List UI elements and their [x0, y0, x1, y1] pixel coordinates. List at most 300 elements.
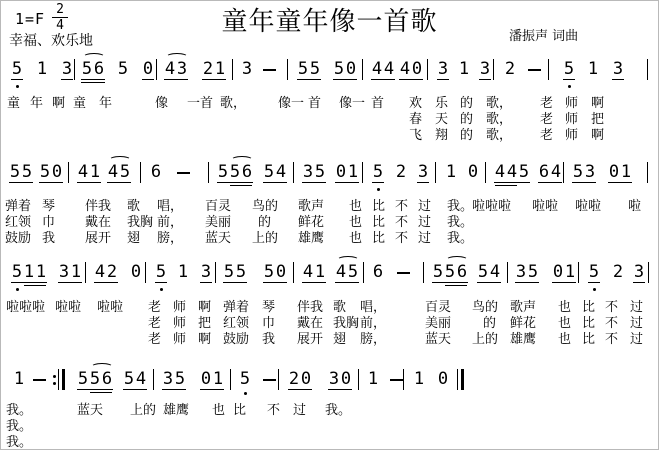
lyric-syllable: 老 [540, 112, 554, 127]
note-digit: 5 [477, 262, 489, 282]
lyric-syllable: 飞 [409, 128, 423, 143]
lyric-syllable: 的 [460, 96, 474, 111]
lyric-syllable: 也 [349, 231, 363, 246]
beam-underline [302, 282, 326, 283]
beam-underline [217, 182, 253, 183]
note-digit: 0 [51, 162, 63, 182]
octave-dot-low [244, 392, 247, 395]
note-digit: 0 [275, 262, 287, 282]
lyric-syllable: 巾 [42, 215, 56, 230]
tie-arc [83, 53, 105, 61]
note-group [263, 264, 287, 281]
lyric-syllable: 上的 [472, 332, 499, 347]
note-digit: 4 [107, 162, 119, 182]
lyric-syllable: 我胸 [333, 316, 360, 331]
lyric-syllable: 师 [565, 96, 579, 111]
note-digit: 5 [372, 162, 384, 182]
lyric-syllable: 啦啦 [55, 300, 82, 315]
octave-dot-low [16, 288, 19, 291]
note-digit: 0 [200, 369, 212, 389]
lyric-syllable: 过 [418, 231, 432, 246]
note-digit: 5 [527, 262, 539, 282]
lyric-syllable: 欢 [409, 96, 423, 111]
beam-underline [633, 282, 645, 283]
lyric-syllable: 的 [460, 112, 474, 127]
lyric-syllable: 过 [418, 199, 432, 214]
lyric-syllable: 过 [293, 403, 307, 418]
lyric-syllable: 老 [148, 332, 162, 347]
note-digit: 0 [437, 369, 449, 389]
duration-dash [528, 69, 541, 71]
note-digit: 3 [479, 59, 491, 79]
lyric-syllable: 鲜花 [298, 215, 325, 230]
note-group [239, 371, 251, 388]
note-digit: 5 [263, 162, 275, 182]
lyric-syllable: 翅 [127, 231, 141, 246]
beam-underline [94, 282, 118, 283]
lyric-syllable: 的 [460, 128, 474, 143]
tie-arc [109, 156, 131, 164]
note-digit: 6 [372, 262, 384, 282]
barline [647, 59, 648, 80]
lyric-syllable: 把 [198, 316, 212, 331]
note-digit: 1 [13, 369, 25, 389]
note-group [302, 164, 326, 181]
note-digit: 4 [489, 262, 501, 282]
repeat-dot [53, 382, 56, 385]
octave-dot-low [568, 85, 571, 88]
note-digit: 5 [229, 162, 241, 182]
beam-underline [263, 282, 287, 283]
lyric-syllable: 啊 [198, 332, 212, 347]
note-digit: 4 [494, 162, 506, 182]
barline-thick [62, 369, 65, 390]
note-group [94, 264, 118, 281]
lyric-syllable: 不 [605, 332, 619, 347]
note-digit: 4 [383, 59, 395, 79]
expression-marking: 幸福、欢乐地 [9, 33, 93, 49]
note-digit: 5 [155, 262, 167, 282]
lyric-syllable: 唱， [360, 300, 387, 315]
lyric-syllable: 歌， [220, 96, 247, 111]
note-group [142, 61, 154, 78]
barline [507, 262, 508, 283]
barline [287, 59, 288, 80]
beam-underline [335, 182, 359, 183]
beam-underline [495, 185, 517, 186]
note-digit: 3 [612, 59, 624, 79]
note-digit: 5 [347, 262, 359, 282]
note-digit: 5 [572, 162, 584, 182]
note-digit: 3 [633, 262, 645, 282]
note-digit: 0 [340, 369, 352, 389]
lyric-syllable: 前， [157, 215, 184, 230]
note-digit: 5 [309, 59, 321, 79]
barline [647, 162, 648, 183]
lyric-syllable: 天 [435, 112, 449, 127]
lyric-syllable: 红领 [223, 316, 250, 331]
note-group [432, 264, 468, 281]
lyric-syllable: 翅 [333, 332, 347, 347]
note-digit: 1 [413, 369, 425, 389]
lyric-syllable: 啦 [628, 199, 642, 214]
lyric-syllable: 不 [395, 199, 409, 214]
note-group [123, 371, 147, 388]
note-digit: 0 [142, 59, 154, 79]
note-group [217, 164, 253, 181]
lyric-syllable: 也 [558, 316, 572, 331]
note-digit: 5 [123, 369, 135, 389]
note-digit: 4 [164, 59, 176, 79]
note-digit: 3 [328, 369, 340, 389]
lyric-syllable: 鸟的 [472, 300, 499, 315]
note-group [297, 61, 321, 78]
lyric-syllable: 比 [582, 332, 596, 347]
note-group [467, 164, 479, 181]
beam-underline [58, 282, 82, 283]
barline [232, 59, 233, 80]
note-group [162, 371, 186, 388]
note-digit: 0 [608, 162, 620, 182]
lyric-syllable: 过 [630, 332, 644, 347]
note-group [372, 164, 384, 181]
note-digit: 1 [458, 59, 470, 79]
lyric-syllable: 琴 [262, 300, 276, 315]
lyric-syllable: 鲜花 [510, 316, 537, 331]
note-digit: 5 [117, 59, 129, 79]
lyric-syllable: 百灵 [205, 199, 232, 214]
barline [362, 59, 363, 80]
note-digit: 5 [263, 262, 275, 282]
lyric-syllable: 上的 [130, 403, 157, 418]
note-digit: 5 [518, 162, 530, 182]
barline [140, 162, 141, 183]
beam-underline [11, 282, 47, 283]
lyric-syllable: 膀， [157, 231, 184, 246]
note-digit: 4 [335, 262, 347, 282]
lyric-syllable: 我胸 [127, 215, 154, 230]
lyric-syllable: 膀， [360, 332, 387, 347]
beam-underline [588, 282, 600, 283]
note-group [608, 164, 632, 181]
lyric-syllable: 我 [262, 332, 276, 347]
lyric-syllable: 我。 [447, 215, 474, 230]
note-digit: 5 [235, 262, 247, 282]
barline [156, 59, 157, 80]
note-group [164, 61, 188, 78]
lyric-syllable: 的 [483, 316, 497, 331]
note-digit: 1 [212, 369, 224, 389]
note-group [200, 264, 212, 281]
octave-dot-low [160, 288, 163, 291]
note-digit: 3 [417, 162, 429, 182]
note-digit: 6 [150, 162, 162, 182]
note-digit: 5 [333, 59, 345, 79]
barline [363, 262, 364, 283]
lyric-syllable: 师 [565, 112, 579, 127]
barline [208, 162, 209, 183]
lyric-syllable: 伴我 [297, 300, 324, 315]
note-digit: 2 [612, 262, 624, 282]
lyric-syllable: 不 [605, 300, 619, 315]
lyric-syllable: 我。 [6, 435, 33, 450]
note-group [333, 61, 357, 78]
note-digit: 3 [61, 59, 73, 79]
note-digit: 0 [300, 369, 312, 389]
note-group [335, 264, 359, 281]
note-digit: 5 [239, 369, 251, 389]
lyric-syllable: 唱， [157, 199, 184, 214]
barline [74, 59, 75, 80]
note-group [335, 164, 359, 181]
note-digit: 0 [130, 262, 142, 282]
lyric-syllable: 弹着 [5, 199, 32, 214]
note-digit: 1 [347, 162, 359, 182]
note-digit: 6 [241, 162, 253, 182]
beam-underline [608, 182, 632, 183]
barline [293, 262, 294, 283]
note-digit: 1 [177, 262, 189, 282]
note-digit: 3 [241, 59, 253, 79]
note-group [302, 264, 326, 281]
note-digit: 4 [94, 262, 106, 282]
lyric-syllable: 一首 [187, 96, 214, 111]
note-digit: 1 [35, 262, 47, 282]
duration-dash [397, 272, 410, 274]
barline [548, 59, 549, 80]
note-group [117, 61, 129, 78]
lyric-syllable: 蓝天 [205, 231, 232, 246]
lyric-syllable: 弹着 [223, 300, 250, 315]
lyric-syllable: 蓝天 [77, 403, 104, 418]
barline [563, 162, 564, 183]
lyric-syllable: 春 [409, 112, 423, 127]
lyric-syllable: 像一 [339, 96, 366, 111]
lyric-syllable: 啊 [52, 96, 66, 111]
barline [358, 369, 359, 390]
song-title: 童年童年像一首歌 [221, 7, 438, 37]
tie-arc [166, 53, 188, 61]
lyric-syllable: 比 [582, 300, 596, 315]
lyric-syllable: 年 [99, 96, 113, 111]
note-group [77, 371, 113, 388]
tie-arc [231, 156, 253, 164]
barline [485, 162, 486, 183]
lyric-syllable: 歌 [333, 300, 347, 315]
beam-underline [437, 79, 449, 80]
note-digit: 3 [58, 262, 70, 282]
lyric-syllable: 我。 [6, 419, 33, 434]
note-digit: 5 [21, 162, 33, 182]
note-digit: 5 [174, 369, 186, 389]
beam-underline [81, 79, 105, 80]
duration-dash [33, 379, 46, 381]
note-digit: 2 [106, 262, 118, 282]
lyric-syllable: 也 [558, 300, 572, 315]
barline [423, 262, 424, 283]
lyric-syllable: 鼓励 [5, 231, 32, 246]
note-group [445, 164, 457, 181]
note-digit: 4 [399, 59, 411, 79]
note-group [633, 264, 645, 281]
lyric-syllable: 首 [308, 96, 322, 111]
beam-underline [223, 282, 247, 283]
barline [85, 262, 86, 283]
lyric-syllable: 比 [372, 231, 386, 246]
lyric-syllable: 也 [212, 403, 226, 418]
barline [362, 162, 363, 183]
beam-underline [297, 79, 321, 80]
note-digit: 4 [77, 162, 89, 182]
lyric-syllable: 我。 [325, 403, 352, 418]
note-digit: 5 [223, 262, 235, 282]
beam-underline [552, 282, 576, 283]
barline [427, 59, 428, 80]
note-digit: 4 [550, 162, 562, 182]
lyric-syllable: 老 [540, 96, 554, 111]
note-group [130, 264, 142, 281]
note-digit: 1 [564, 262, 576, 282]
beam-underline [77, 389, 113, 390]
lyric-syllable: 啦啦啦 [6, 300, 46, 315]
barline-thin [457, 369, 458, 390]
barline [215, 262, 216, 283]
barline [153, 369, 154, 390]
note-digit: 5 [217, 162, 229, 182]
barline [230, 369, 231, 390]
lyric-syllable: 师 [173, 316, 187, 331]
note-digit: 1 [587, 59, 599, 79]
note-digit: 5 [563, 59, 575, 79]
beam-underline [162, 389, 186, 390]
lyric-syllable: 歌， [486, 128, 513, 143]
beam-underline [81, 82, 105, 83]
lyric-syllable: 比 [233, 403, 247, 418]
beam-underline [9, 182, 33, 183]
beam-underline [333, 79, 357, 80]
lyric-syllable: 雄鹰 [298, 231, 325, 246]
lyric-syllable: 我。 [447, 199, 474, 214]
lyric-syllable: 老 [540, 128, 554, 143]
lyric-syllable: 啊 [591, 96, 605, 111]
lyric-syllable: 不 [267, 403, 281, 418]
note-digit: 1 [23, 262, 35, 282]
lyric-syllable: 歌， [486, 96, 513, 111]
note-group [413, 371, 425, 388]
beam-underline [479, 79, 491, 80]
note-group [417, 164, 429, 181]
beam-underline [202, 79, 226, 80]
lyric-syllable: 我。 [6, 403, 33, 418]
barline [648, 262, 649, 283]
beam-underline [77, 182, 101, 183]
duration-dash [263, 379, 276, 381]
barline [578, 262, 579, 283]
beam-underline [371, 79, 395, 80]
lyric-syllable: 过 [418, 215, 432, 230]
lyric-syllable: 啦啦 [532, 199, 559, 214]
note-digit: 6 [456, 262, 468, 282]
note-group [458, 61, 470, 78]
octave-dot-low [593, 288, 596, 291]
note-digit: 5 [119, 162, 131, 182]
lyric-syllable: 歌， [486, 112, 513, 127]
note-group [150, 164, 162, 181]
note-digit: 3 [584, 162, 596, 182]
lyric-syllable: 首 [371, 96, 385, 111]
lyric-syllable: 戴在 [297, 316, 324, 331]
note-digit: 2 [395, 162, 407, 182]
note-digit: 6 [93, 59, 105, 79]
lyric-syllable: 过 [630, 300, 644, 315]
beam-underline [11, 79, 23, 80]
barline [145, 262, 146, 283]
lyric-syllable: 年 [30, 96, 44, 111]
note-digit: 3 [437, 59, 449, 79]
note-digit: 1 [36, 59, 48, 79]
note-group [587, 61, 599, 78]
beam-underline [612, 79, 624, 80]
note-digit: 6 [538, 162, 550, 182]
lyric-syllable: 老 [148, 300, 162, 315]
note-group [612, 264, 624, 281]
lyric-syllable: 雄鹰 [510, 332, 537, 347]
note-digit: 1 [70, 262, 82, 282]
lyric-syllable: 比 [582, 316, 596, 331]
tie-arc [91, 363, 113, 371]
note-digit: 3 [200, 262, 212, 282]
note-digit: 5 [11, 59, 23, 79]
lyric-syllable: 展开 [297, 332, 324, 347]
note-group [61, 61, 73, 78]
lyric-syllable: 像 [155, 96, 169, 111]
lyric-syllable: 啊 [591, 128, 605, 143]
note-group [288, 371, 312, 388]
note-digit: 5 [11, 262, 23, 282]
duration-dash [390, 379, 403, 381]
beam-underline [90, 392, 112, 393]
note-group [563, 61, 575, 78]
lyric-syllable: 蓝天 [425, 332, 452, 347]
lyric-syllable: 过 [630, 316, 644, 331]
note-digit: 1 [620, 162, 632, 182]
note-group [372, 264, 384, 281]
beam-underline [477, 282, 501, 283]
lyric-syllable: 百灵 [425, 300, 452, 315]
note-group [11, 264, 47, 281]
note-digit: 5 [588, 262, 600, 282]
note-digit: 4 [506, 162, 518, 182]
note-group [223, 264, 247, 281]
note-digit: 3 [515, 262, 527, 282]
note-group [58, 264, 82, 281]
note-digit: 5 [314, 162, 326, 182]
lyric-syllable: 美丽 [425, 316, 452, 331]
note-group [477, 264, 501, 281]
beam-underline [24, 285, 46, 286]
note-group [437, 61, 449, 78]
note-digit: 2 [504, 59, 516, 79]
note-digit: 0 [345, 59, 357, 79]
note-digit: 4 [135, 369, 147, 389]
barline [293, 162, 294, 183]
note-group [77, 164, 101, 181]
barline-thin [58, 369, 59, 390]
note-digit: 4 [371, 59, 383, 79]
final-barline [457, 369, 471, 390]
note-digit: 2 [202, 59, 214, 79]
note-group [479, 61, 491, 78]
